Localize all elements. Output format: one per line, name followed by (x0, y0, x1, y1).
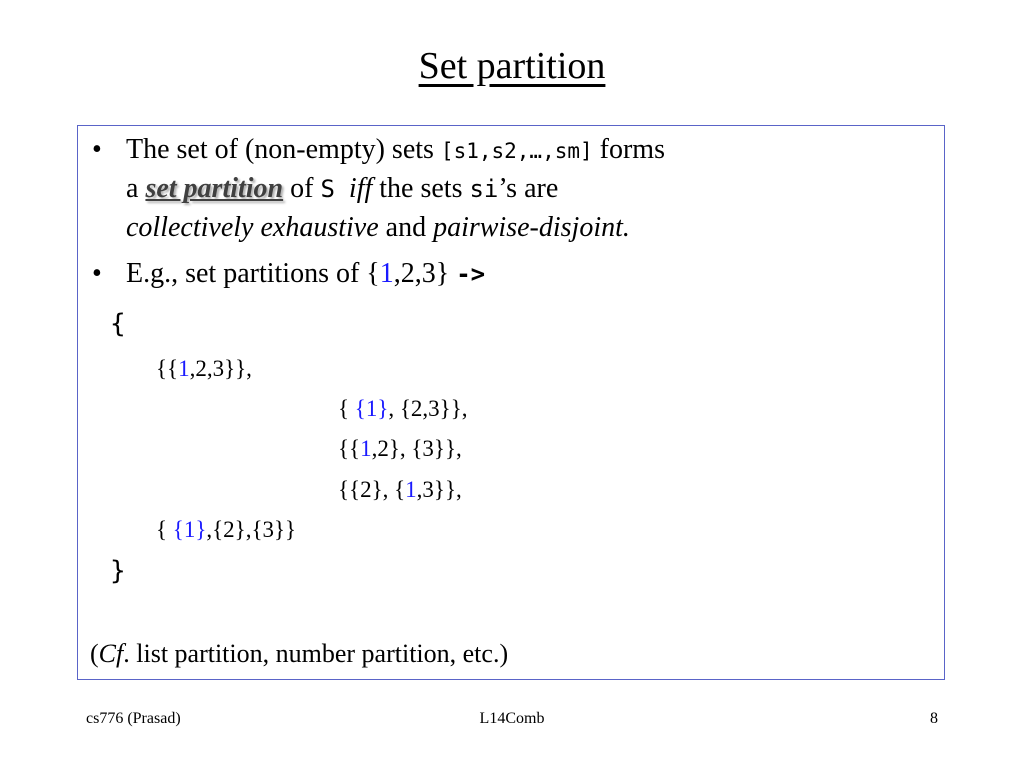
footer-lecture: L14Comb (479, 710, 545, 727)
cf-text: Cf (98, 639, 124, 668)
partition-text: { (156, 517, 173, 542)
partition-text: {{ (156, 356, 179, 381)
open-brace: { (110, 309, 126, 339)
bullet1-text: the sets (372, 173, 470, 204)
collectively-exhaustive-text: collectively exhaustive (126, 212, 379, 243)
arrow-text: -> (456, 260, 486, 288)
partition-text: ,2}, {3}}, (371, 436, 462, 461)
code-set-list: [s1,s2,…,sm] (440, 139, 593, 163)
pairwise-disjoint-text: pairwise-disjoint. (433, 212, 630, 243)
partition-row (156, 354, 252, 384)
partition-text: ,2,3}}, (189, 356, 252, 381)
partition-text: {{ (338, 436, 361, 461)
term-set-partition: set partition (145, 173, 284, 204)
bullet1-text: of (283, 173, 321, 204)
bullet1-text: forms (592, 134, 665, 165)
partition-row (338, 394, 468, 424)
bullet-dot: • (92, 258, 102, 289)
partition-row (338, 475, 462, 505)
element-one: 1 (360, 436, 372, 461)
partition-row (338, 434, 462, 464)
slide-title: Set partition (418, 45, 606, 87)
footer-page-number: 8 (930, 710, 938, 727)
bullet1-line2 (126, 171, 558, 207)
close-brace: } (110, 556, 126, 586)
bullet2-line (126, 256, 485, 292)
bullet1-text: The set of (non-empty) sets (126, 134, 441, 165)
partition-text: { (338, 396, 355, 421)
code-s: S (320, 175, 335, 203)
bullet1-text: ’s are (498, 173, 559, 204)
bullet-dot: • (92, 134, 102, 165)
note-text: . list partition, number partition, etc.) (123, 639, 509, 668)
bullet1-text: a (126, 173, 146, 204)
partition-text: ,{2},{3}} (206, 517, 297, 542)
element-one: 1 (405, 477, 417, 502)
content-box (77, 125, 945, 680)
bullet2-text: ,2,3} (393, 258, 457, 289)
bullet1-line1 (126, 132, 665, 169)
iff-text: iff (348, 173, 373, 204)
element-one: 1 (379, 258, 394, 289)
partition-row (156, 515, 296, 545)
partition-text: ,3}}, (416, 477, 462, 502)
footer-author: cs776 (Prasad) (86, 710, 181, 727)
singleton-one: {1} (354, 396, 389, 421)
bullet2-text: E.g., set partitions of { (126, 258, 380, 289)
singleton-one: {1} (172, 517, 207, 542)
bullet1-text: and (378, 212, 434, 243)
element-one: 1 (178, 356, 190, 381)
partition-text: {{2}, { (338, 477, 406, 502)
note-text: ( (90, 639, 99, 668)
bullet1-line3 (126, 210, 630, 246)
cf-note (90, 636, 508, 672)
code-si: si (469, 175, 499, 203)
partition-text: , {2,3}}, (388, 396, 468, 421)
